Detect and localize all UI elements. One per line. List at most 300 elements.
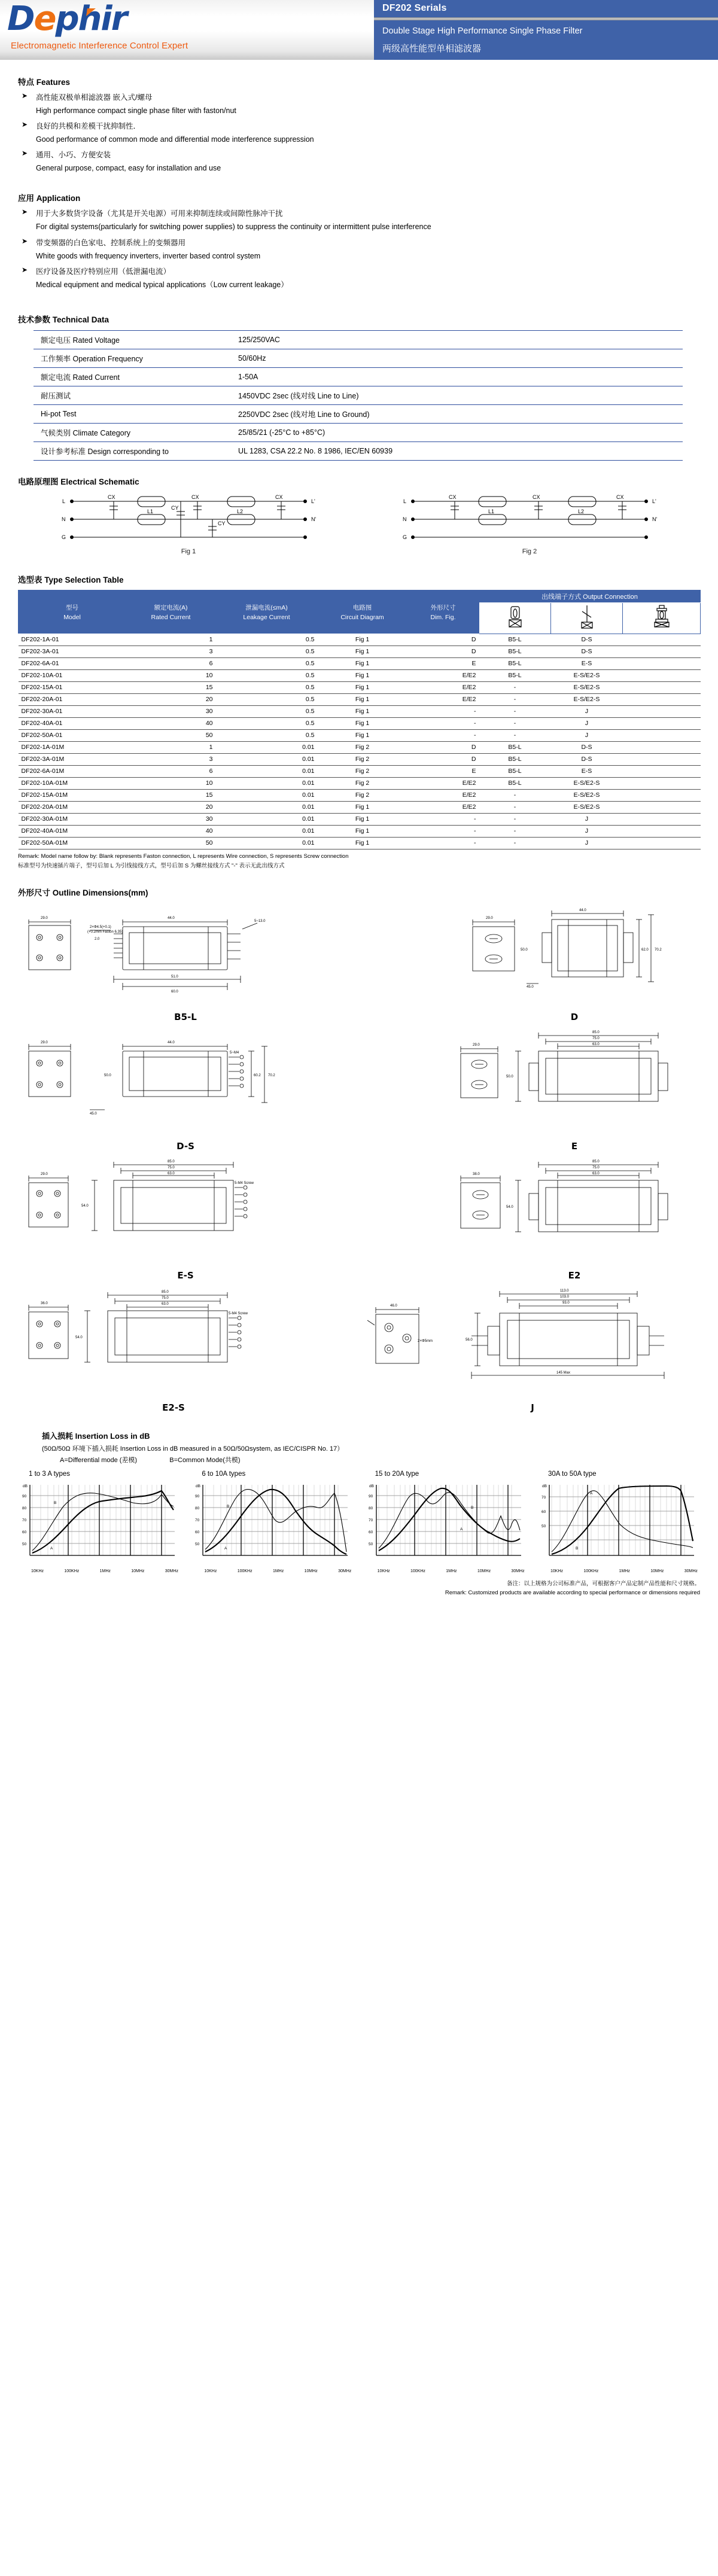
- arrow-bullet-icon: ➤: [22, 265, 28, 274]
- selection-table-body: [19, 634, 701, 849]
- remark-en: Remark: Model name follow by: Blank represents Faston connection, L represents Wire connection, S represents Screw connection: [18, 852, 349, 860]
- dim-label-e2s: E2-S: [162, 1402, 185, 1414]
- svg-text:46.0: 46.0: [390, 1304, 397, 1308]
- fig2-caption: Fig 2: [522, 547, 537, 555]
- svg-text:29.0: 29.0: [473, 1043, 480, 1048]
- col-header-model-en: Model: [63, 613, 81, 621]
- cell-leak: 0.5: [216, 645, 318, 657]
- x-tick: 10MHz: [477, 1569, 491, 1574]
- col-header-leakage-current-cn: 泄漏电流(≤mA): [245, 604, 288, 611]
- svg-text:80: 80: [368, 1506, 373, 1511]
- cell-dim: D: [407, 645, 479, 657]
- cell-fig: Fig 1: [318, 645, 407, 657]
- cell-current: 20: [126, 693, 216, 705]
- dim-drawing-ds: [18, 1026, 353, 1152]
- cell-conn1: -: [479, 729, 551, 741]
- tech-value: 125/250VAC: [231, 330, 683, 349]
- svg-text:50.0: 50.0: [521, 948, 528, 952]
- cell-model: DF202-3A-01M: [19, 753, 126, 765]
- dim-drawing-b5l: [18, 903, 353, 1022]
- svg-text:113.0: 113.0: [560, 1289, 569, 1293]
- svg-text:60.2: 60.2: [254, 1074, 261, 1078]
- dimensions-title: 外形尺寸 Outline Dimensions(mm): [18, 888, 148, 898]
- tech-key: 气候类别 Climate Category: [34, 423, 231, 441]
- product-subtitle-cn: 两级高性能型单相滤波器: [382, 43, 482, 54]
- svg-text:L': L': [311, 498, 315, 504]
- table-row: [19, 729, 701, 741]
- common-mode-label: B=Common Mode(共模): [169, 1457, 241, 1464]
- col-header-rated-current-cn: 额定电流(A): [154, 604, 188, 611]
- svg-text:N': N': [652, 516, 658, 522]
- svg-text:51.0: 51.0: [171, 975, 178, 979]
- selection-table-title: 选型表 Type Selection Table: [18, 575, 124, 584]
- x-tick: 30MHz: [338, 1569, 352, 1574]
- svg-text:90: 90: [368, 1494, 373, 1499]
- cell-fig: Fig 1: [318, 837, 407, 849]
- svg-text:44.0: 44.0: [168, 1041, 175, 1045]
- cell-model: DF202-6A-01: [19, 657, 126, 669]
- svg-text:60: 60: [541, 1510, 546, 1515]
- cell-current: 20: [126, 801, 216, 813]
- svg-text:CX: CX: [191, 494, 199, 500]
- cell-leak: 0.01: [216, 801, 318, 813]
- feature-text-en: High performance compact single phase filter with faston/nut: [36, 106, 236, 115]
- x-tick: 10MHz: [304, 1569, 318, 1574]
- application-text-en: White goods with frequency inverters, inverter based control system: [36, 251, 261, 260]
- wire-lead-icon: [551, 602, 623, 634]
- svg-text:85.0: 85.0: [592, 1160, 600, 1164]
- x-tick: 10MHz: [131, 1569, 145, 1574]
- svg-text:80: 80: [22, 1506, 27, 1511]
- cell-conn2: E-S/E2-S: [551, 801, 623, 813]
- cell-model: DF202-30A-01M: [19, 813, 126, 825]
- table-row: [19, 813, 701, 825]
- svg-text:CY: CY: [171, 504, 179, 511]
- cell-leak: 0.5: [216, 681, 318, 693]
- svg-text:A: A: [224, 1546, 227, 1551]
- svg-text:B: B: [54, 1501, 57, 1506]
- svg-text:CX: CX: [449, 494, 457, 500]
- table-row: [19, 669, 701, 681]
- svg-text:75.0: 75.0: [592, 1166, 600, 1170]
- schematic-fig2: [389, 492, 670, 555]
- insertion-loss-line1: (50Ω/50Ω 环境下插入损耗 Insertion Loss in dB measured in a 50Ω/50Ωsystem, as IEC/CISPR No. 17）: [42, 1445, 344, 1453]
- cell-dim: E/E2: [407, 681, 479, 693]
- cell-model: DF202-10A-01M: [19, 777, 126, 789]
- cell-conn2: E-S: [551, 657, 623, 669]
- cell-conn2: J: [551, 825, 623, 837]
- table-row: [34, 349, 683, 367]
- col-header-circuit-diagram: [318, 590, 407, 634]
- svg-text:2.0: 2.0: [95, 937, 100, 942]
- chart-6-to-10a: [191, 1470, 354, 1573]
- svg-text:60.0: 60.0: [171, 990, 178, 994]
- cell-dim: D: [407, 753, 479, 765]
- cell-conn1: -: [479, 681, 551, 693]
- cell-model: DF202-6A-01M: [19, 765, 126, 777]
- table-row: [19, 801, 701, 813]
- col-header-circuit-diagram-cn: 电路图: [352, 604, 372, 611]
- cell-leak: 0.01: [216, 753, 318, 765]
- svg-text:dB: dB: [369, 1484, 374, 1489]
- technical-data-table: [34, 330, 683, 461]
- cell-fig: Fig 2: [318, 765, 407, 777]
- cell-leak: 0.01: [216, 765, 318, 777]
- x-tick: 10KHz: [377, 1569, 390, 1574]
- svg-text:dB: dB: [541, 1484, 547, 1489]
- application-text-en: Medical equipment and medical typical applications（Low current leakage）: [36, 280, 288, 289]
- application-item: [18, 237, 700, 248]
- svg-text:dB: dB: [196, 1484, 201, 1489]
- cell-current: 10: [126, 669, 216, 681]
- arrow-bullet-icon: ➤: [22, 236, 28, 245]
- cell-conn2: J: [551, 837, 623, 849]
- svg-text:dB: dB: [23, 1484, 28, 1489]
- x-tick: 1MHz: [446, 1569, 457, 1574]
- col-header-dim-fig-en: Dim. Fig.: [430, 613, 456, 621]
- svg-text:L1: L1: [488, 508, 495, 514]
- chart-x-tick-labels: [378, 1569, 525, 1573]
- svg-text:63.0: 63.0: [592, 1043, 600, 1047]
- cell-conn1: B5-L: [479, 777, 551, 789]
- table-row: [19, 717, 701, 729]
- cell-current: 50: [126, 729, 216, 741]
- tech-key: 耐压测试: [34, 386, 231, 404]
- x-tick: 30MHz: [165, 1569, 178, 1574]
- svg-text:70: 70: [195, 1518, 200, 1523]
- x-tick: 10KHz: [550, 1569, 563, 1574]
- cell-model: DF202-40A-01: [19, 717, 126, 729]
- cell-fig: Fig 2: [318, 741, 407, 753]
- cell-current: 30: [126, 705, 216, 717]
- svg-text:70: 70: [368, 1518, 373, 1523]
- svg-text:70: 70: [541, 1496, 546, 1500]
- x-tick: 30MHz: [684, 1569, 698, 1574]
- x-tick: 1MHz: [619, 1569, 630, 1574]
- tech-key: 工作频率 Operation Frequency: [34, 349, 231, 367]
- svg-text:90: 90: [22, 1494, 27, 1499]
- x-tick: 100KHz: [237, 1569, 252, 1574]
- footer-note-en: Remark: Customized products are available according to special performance or dimensions required: [445, 1590, 700, 1597]
- chart-30-to-50a: [537, 1470, 700, 1573]
- application-text-en: For digital systems(particularly for switching power supplies) to suppress the continuity or intermittent pulse interference: [36, 223, 431, 232]
- svg-text:54.0: 54.0: [81, 1204, 89, 1208]
- table-row: [19, 765, 701, 777]
- svg-text:90: 90: [195, 1494, 200, 1499]
- svg-text:5-M4 Screw: 5-M4 Screw: [229, 1312, 248, 1316]
- cell-model: DF202-50A-01: [19, 729, 126, 741]
- cell-model: DF202-20A-01: [19, 693, 126, 705]
- svg-text:CY: CY: [218, 520, 226, 526]
- cell-dim: -: [407, 717, 479, 729]
- logo-letter-d: D: [7, 0, 34, 38]
- table-row: [19, 634, 701, 645]
- cell-dim: E/E2: [407, 777, 479, 789]
- application-text-cn: 医疗设备及医疗特别应用（低泄漏电流）: [36, 267, 171, 276]
- dim-label-ds: D-S: [177, 1141, 194, 1152]
- svg-text:L2: L2: [578, 508, 585, 514]
- cell-current: 1: [126, 741, 216, 753]
- application-text-cn: 用于大多数货字设备（尤其是开关电源）可用来抑制连续或间隙性脉冲干扰: [36, 209, 283, 218]
- table-row: [19, 837, 701, 849]
- cell-fig: Fig 1: [318, 705, 407, 717]
- feature-text-cn: 良好的共模和差模干扰抑制性．: [36, 122, 141, 131]
- cell-dim: -: [407, 813, 479, 825]
- table-row: [34, 386, 683, 404]
- product-subtitle-en: Double Stage High Performance Single Phase Filter: [382, 26, 583, 36]
- cell-conn1: B5-L: [479, 765, 551, 777]
- cell-fig: Fig 1: [318, 657, 407, 669]
- series-title: DF202 Serials: [382, 3, 447, 13]
- dim-label-e2: E2: [568, 1270, 581, 1281]
- chart-15-to-20a: [364, 1470, 527, 1573]
- cell-current: 10: [126, 777, 216, 789]
- svg-text:2×Φ4.5(+0.1): 2×Φ4.5(+0.1): [90, 925, 111, 930]
- col-header-rated-current: [126, 590, 216, 634]
- insertion-loss-title: 插入损耗 Insertion Loss in dB: [42, 1432, 150, 1441]
- svg-text:44.0: 44.0: [579, 909, 586, 913]
- cell-model: DF202-3A-01: [19, 645, 126, 657]
- technical-data-title: 技术参数 Technical Data: [18, 315, 109, 324]
- col-header-output-connection: 出线端子方式 Output Connection: [479, 590, 701, 602]
- cell-current: 3: [126, 645, 216, 657]
- cell-model: DF202-15A-01: [19, 681, 126, 693]
- svg-text:5~13.0: 5~13.0: [254, 919, 266, 924]
- cell-current: 40: [126, 825, 216, 837]
- features-title: 特点 Features: [18, 78, 71, 87]
- svg-text:2×Φ5mm: 2×Φ5mm: [418, 1339, 433, 1344]
- svg-text:L1: L1: [147, 508, 154, 514]
- chart-title: 30A to 50A type: [547, 1470, 597, 1478]
- cell-model: DF202-15A-01M: [19, 789, 126, 801]
- svg-text:85.0: 85.0: [168, 1160, 175, 1164]
- cell-fig: Fig 1: [318, 801, 407, 813]
- x-tick: 100KHz: [583, 1569, 599, 1574]
- svg-text:A: A: [460, 1527, 463, 1532]
- svg-text:L': L': [652, 498, 656, 504]
- x-tick: 100KHz: [64, 1569, 80, 1574]
- svg-text:29.0: 29.0: [486, 916, 493, 921]
- svg-text:45.0: 45.0: [90, 1112, 97, 1116]
- cell-current: 30: [126, 813, 216, 825]
- cell-conn1: -: [479, 705, 551, 717]
- dim-drawing-j: [365, 1284, 700, 1413]
- cell-fig: Fig 1: [318, 634, 407, 645]
- cell-leak: 0.01: [216, 825, 318, 837]
- series-panel: [374, 0, 718, 60]
- cell-conn1: -: [479, 801, 551, 813]
- application-item: [18, 208, 700, 218]
- table-row: [19, 753, 701, 765]
- brand-panel: [0, 0, 374, 60]
- dim-drawing-d: [449, 903, 700, 1022]
- svg-text:B: B: [470, 1506, 473, 1511]
- svg-text:54.0: 54.0: [506, 1205, 513, 1210]
- svg-text:L2: L2: [237, 508, 244, 514]
- dim-drawing-e2: [449, 1155, 700, 1281]
- cell-dim: -: [407, 705, 479, 717]
- cell-dim: E/E2: [407, 789, 479, 801]
- cell-conn2: D-S: [551, 753, 623, 765]
- footer-note-cn: 备注：以上规格为公司标准产品，可根据客户产品定制产品性能和尺寸规格。: [506, 1581, 700, 1588]
- type-selection-table: [18, 590, 701, 849]
- cell-current: 6: [126, 657, 216, 669]
- application-text-cn: 带变频器的白色家电、控制系统上的变频器用: [36, 238, 186, 247]
- svg-text:62.0: 62.0: [641, 948, 649, 952]
- cell-conn1: -: [479, 789, 551, 801]
- table-row: [19, 741, 701, 753]
- dim-label-e: E: [571, 1141, 578, 1152]
- feature-item: [18, 92, 700, 102]
- table-row: [34, 441, 683, 460]
- faston-terminal-icon: [479, 602, 551, 634]
- feature-text-en: Good performance of common mode and differential mode interference suppression: [36, 135, 314, 144]
- logo-letter-e: e: [34, 0, 56, 38]
- cell-leak: 0.5: [216, 634, 318, 645]
- features-section: [18, 75, 700, 173]
- svg-text:B: B: [227, 1505, 230, 1509]
- cell-current: 15: [126, 681, 216, 693]
- col-header-model-cn: 型号: [66, 604, 78, 611]
- svg-text:29.0: 29.0: [41, 1173, 48, 1177]
- cell-model: DF202-40A-01M: [19, 825, 126, 837]
- svg-text:CX: CX: [275, 494, 283, 500]
- cell-conn2: E-S/E2-S: [551, 693, 623, 705]
- cell-leak: 0.5: [216, 693, 318, 705]
- cell-model: DF202-10A-01: [19, 669, 126, 681]
- cell-leak: 0.5: [216, 669, 318, 681]
- schematic-fig1: [48, 492, 329, 555]
- tech-value: 25/85/21 (-25°C to +85°C): [231, 423, 683, 441]
- svg-text:70.2: 70.2: [268, 1074, 275, 1078]
- insertion-loss-modes: [60, 1455, 700, 1464]
- chart-1-to-3a: [18, 1470, 181, 1573]
- svg-text:63.0: 63.0: [168, 1172, 175, 1176]
- tech-key: 额定电压 Rated Voltage: [34, 330, 231, 349]
- dimensions-section: [18, 886, 700, 1413]
- table-row: [19, 657, 701, 669]
- cell-leak: 0.01: [216, 741, 318, 753]
- cell-conn2: J: [551, 717, 623, 729]
- svg-text:G: G: [62, 534, 66, 540]
- x-tick: 10MHz: [650, 1569, 664, 1574]
- technical-data-section: [18, 313, 700, 461]
- table-row: [19, 777, 701, 789]
- cell-dim: E/E2: [407, 801, 479, 813]
- x-tick: 1MHz: [272, 1569, 284, 1574]
- cell-leak: 0.01: [216, 837, 318, 849]
- svg-text:93.0: 93.0: [562, 1301, 570, 1305]
- arrow-bullet-icon: ➤: [22, 120, 28, 129]
- feature-text-en: General purpose, compact, easy for installation and use: [36, 164, 221, 173]
- svg-text:A: A: [589, 1491, 593, 1496]
- chart-x-tick-labels: [204, 1569, 351, 1573]
- col-header-circuit-diagram-en: Circuit Diagram: [340, 613, 384, 621]
- svg-text:B: B: [575, 1546, 579, 1551]
- cell-conn1: B5-L: [479, 753, 551, 765]
- fig1-caption: Fig 1: [181, 547, 196, 555]
- cell-conn1: -: [479, 693, 551, 705]
- feature-text-cn: 通用、小巧、方便安装: [36, 151, 111, 160]
- cell-leak: 0.01: [216, 777, 318, 789]
- table-row: [19, 825, 701, 837]
- svg-text:45.0: 45.0: [527, 985, 534, 989]
- cell-conn1: -: [479, 813, 551, 825]
- insertion-loss-charts: [18, 1470, 700, 1573]
- cell-fig: Fig 1: [318, 681, 407, 693]
- chart-title: 1 to 3 A types: [29, 1470, 71, 1478]
- svg-text:63.0: 63.0: [162, 1302, 169, 1307]
- arrow-bullet-icon: ➤: [22, 92, 28, 100]
- cell-current: 40: [126, 717, 216, 729]
- screw-terminal-icon: [623, 602, 701, 634]
- cell-fig: Fig 1: [318, 729, 407, 741]
- dim-drawing-e2s: [18, 1284, 329, 1413]
- company-tagline: Electromagnetic Interference Control Expert: [11, 41, 188, 51]
- chart-x-tick-labels: [550, 1569, 698, 1573]
- dim-drawing-es: [18, 1155, 353, 1281]
- application-item: [18, 266, 700, 276]
- table-row: [19, 693, 701, 705]
- cell-conn1: -: [479, 717, 551, 729]
- cell-dim: D: [407, 741, 479, 753]
- cell-conn2: D-S: [551, 741, 623, 753]
- cell-conn2: E-S/E2-S: [551, 669, 623, 681]
- tech-value: UL 1283, CSA 22.2 No. 8 1986, IEC/EN 60939: [231, 441, 683, 460]
- svg-text:70: 70: [22, 1518, 27, 1523]
- svg-text:75.0: 75.0: [592, 1037, 600, 1041]
- x-tick: 100KHz: [410, 1569, 425, 1574]
- table-row: [19, 789, 701, 801]
- svg-text:A: A: [50, 1546, 53, 1551]
- svg-text:70.2: 70.2: [655, 948, 662, 952]
- dim-label-d: D: [570, 1012, 579, 1023]
- cell-conn2: J: [551, 729, 623, 741]
- page-footer: [18, 1579, 700, 1597]
- cell-model: DF202-1A-01M: [19, 741, 126, 753]
- tech-value: 1450VDC 2sec (线对线 Line to Line): [231, 386, 683, 404]
- header-divider: [374, 17, 718, 20]
- cell-fig: Fig 2: [318, 777, 407, 789]
- cell-conn2: D-S: [551, 634, 623, 645]
- logo-accent-triangle-icon: [86, 8, 96, 16]
- cell-model: DF202-50A-01M: [19, 837, 126, 849]
- cell-current: 15: [126, 789, 216, 801]
- svg-text:L: L: [62, 498, 66, 504]
- cell-fig: Fig 1: [318, 813, 407, 825]
- cell-dim: E/E2: [407, 669, 479, 681]
- svg-text:(+0.2mm Faston 6.35): (+0.2mm Faston 6.35): [87, 930, 123, 934]
- tech-key: 额定电流 Rated Current: [34, 367, 231, 386]
- dim-drawing-e: [449, 1026, 700, 1152]
- col-header-rated-current-en: Rated Current: [151, 613, 191, 621]
- cell-fig: Fig 1: [318, 825, 407, 837]
- dim-label-b5l: B5-L: [174, 1012, 197, 1023]
- svg-text:G: G: [403, 534, 407, 540]
- svg-text:50: 50: [541, 1524, 546, 1529]
- svg-text:75.0: 75.0: [168, 1166, 175, 1170]
- tech-value: 1-50A: [231, 367, 683, 386]
- chart-title: 15 to 20A type: [375, 1470, 419, 1478]
- cell-conn1: B5-L: [479, 741, 551, 753]
- cell-conn2: E-S/E2-S: [551, 777, 623, 789]
- svg-text:103.0: 103.0: [560, 1295, 570, 1299]
- cell-current: 3: [126, 753, 216, 765]
- tech-key: 设计参考标准 Design corresponding to: [34, 441, 231, 460]
- svg-text:60: 60: [195, 1530, 200, 1535]
- cell-fig: Fig 2: [318, 789, 407, 801]
- cell-conn1: B5-L: [479, 669, 551, 681]
